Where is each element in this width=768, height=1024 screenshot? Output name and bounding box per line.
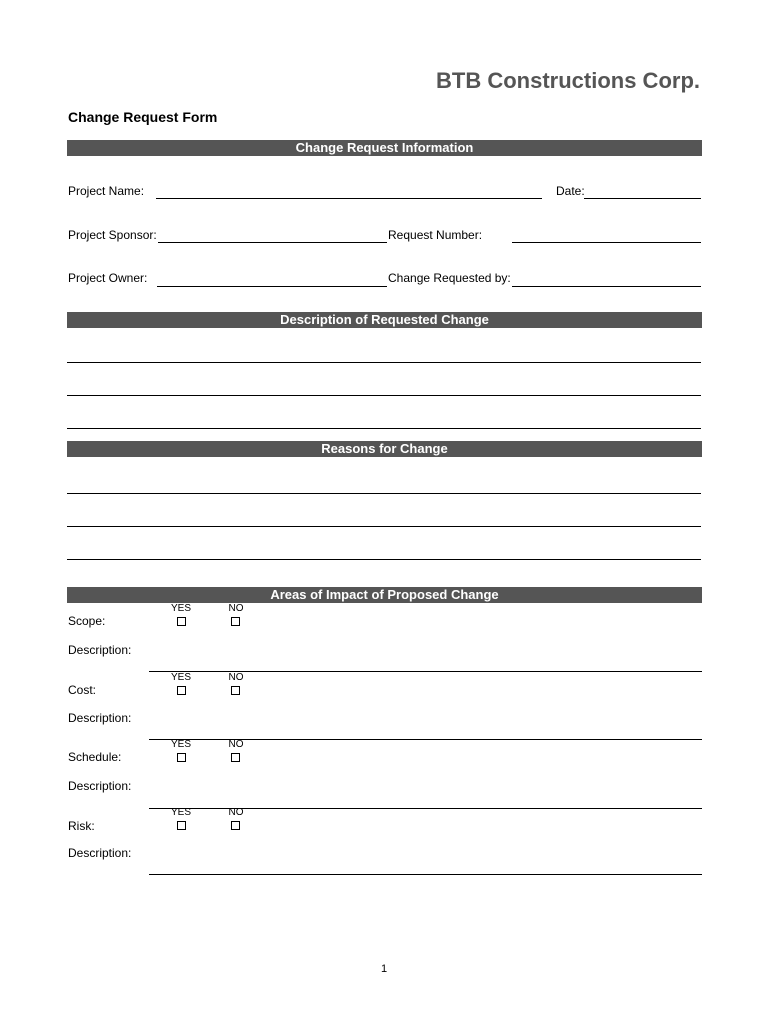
yes-column-label: YES [170,672,191,683]
section-header-impact: Areas of Impact of Proposed Change [67,587,702,603]
risk-description-field[interactable] [149,874,702,875]
reasons-line[interactable] [67,526,701,527]
section-header-description: Description of Requested Change [67,312,702,328]
schedule-description-label: Description: [68,779,132,793]
schedule-label: Schedule: [68,750,122,764]
cost-label: Cost: [68,683,97,697]
project-owner-field[interactable] [157,286,387,287]
date-field[interactable] [584,198,701,199]
yes-column-label: YES [170,807,191,818]
risk-description-label: Description: [68,846,132,860]
project-name-label: Project Name: [68,184,145,198]
section-header-reasons: Reasons for Change [67,441,702,457]
company-name: BTB Constructions Corp. [436,68,700,93]
scope-description-label: Description: [68,643,132,657]
project-sponsor-field[interactable] [158,242,387,243]
no-column-label: NO [228,807,244,818]
risk-label: Risk: [68,819,95,833]
reasons-line[interactable] [67,559,701,560]
no-column-label: NO [228,739,244,750]
project-owner-label: Project Owner: [68,271,148,285]
scope-yes-checkbox[interactable] [177,617,186,626]
yes-column-label: YES [170,603,191,614]
risk-yes-checkbox[interactable] [177,821,186,830]
change-requested-by-label: Change Requested by: [388,271,511,285]
change-requested-by-field[interactable] [512,286,701,287]
project-name-field[interactable] [156,198,542,199]
project-sponsor-label: Project Sponsor: [68,228,157,242]
description-line[interactable] [67,428,701,429]
no-column-label: NO [228,672,244,683]
yes-column-label: YES [170,739,191,750]
form-title: Change Request Form [68,109,218,125]
cost-description-label: Description: [68,711,132,725]
schedule-yes-checkbox[interactable] [177,753,186,762]
no-column-label: NO [228,603,244,614]
description-line[interactable] [67,362,701,363]
request-number-label: Request Number: [388,228,483,242]
schedule-no-checkbox[interactable] [231,753,240,762]
cost-no-checkbox[interactable] [231,686,240,695]
scope-no-checkbox[interactable] [231,617,240,626]
description-line[interactable] [67,395,701,396]
request-number-field[interactable] [512,242,701,243]
reasons-line[interactable] [67,493,701,494]
date-label: Date: [556,184,585,198]
cost-yes-checkbox[interactable] [177,686,186,695]
risk-no-checkbox[interactable] [231,821,240,830]
scope-label: Scope: [68,614,106,628]
section-header-info: Change Request Information [67,140,702,156]
page-number: 1 [380,963,388,975]
